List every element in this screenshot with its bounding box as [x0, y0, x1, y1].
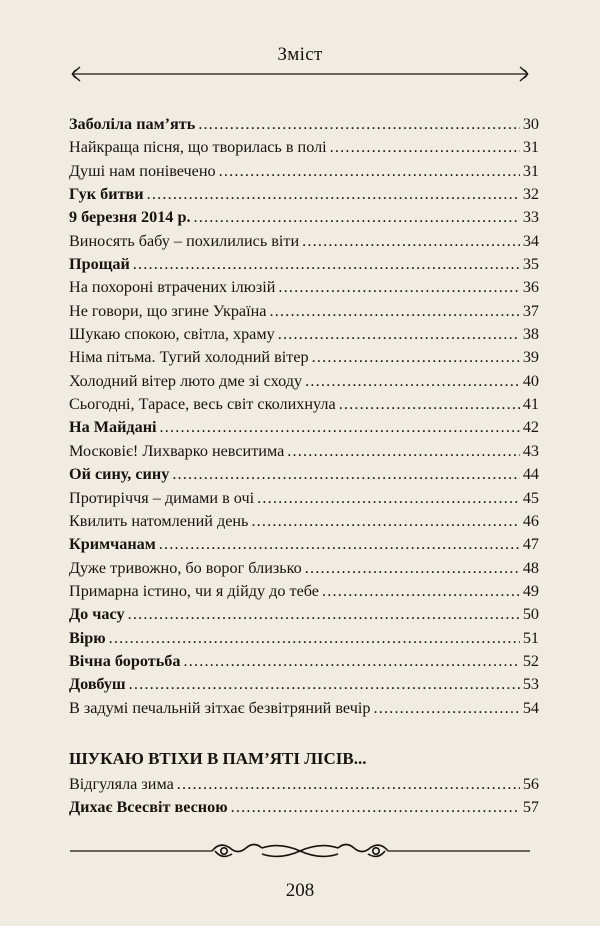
dot-leader — [278, 278, 519, 297]
dot-leader — [322, 582, 520, 601]
toc-entry-title: Квилить натомлений день — [69, 511, 249, 530]
toc-entry-title: Кримчанам — [69, 535, 156, 554]
toc-entry-title: Прощай — [69, 255, 130, 274]
toc-entry — [69, 115, 539, 138]
toc-entry-page: 33 — [522, 208, 539, 227]
toc-entry — [69, 278, 539, 301]
toc-entry-title: Холодний вітер люто дме зі сходу — [69, 371, 303, 390]
toc-entry-title: Дуже тривожно, бо ворог близько — [69, 558, 302, 577]
toc-entry-title: Відгуляла зима — [69, 775, 174, 793]
dot-leader — [257, 489, 520, 508]
toc-entry-page: 50 — [522, 605, 539, 624]
dot-leader — [194, 208, 520, 227]
dot-leader — [147, 185, 520, 204]
toc-entry — [69, 395, 539, 418]
toc-entry-page: 35 — [522, 255, 539, 274]
toc-entry — [69, 512, 539, 535]
page-number: 208 — [285, 880, 315, 901]
toc-entry-title: На похороні втрачених ілюзій — [69, 278, 276, 297]
toc-entry-page: 51 — [522, 628, 539, 647]
toc-entry-title: Вічна боротьба — [69, 651, 181, 670]
toc-entry-page: 42 — [522, 418, 539, 437]
toc-entry-page: 49 — [522, 581, 539, 600]
toc-entry — [69, 162, 539, 185]
toc-entry — [69, 255, 539, 278]
dot-leader — [183, 652, 519, 671]
toc-entry-title: До часу — [69, 605, 125, 624]
toc-entry-page: 56 — [522, 775, 539, 793]
dot-leader — [330, 138, 520, 157]
dot-leader — [269, 302, 519, 321]
toc-entry-title: 9 березня 2014 р. — [69, 208, 191, 227]
toc-entry-page: 45 — [522, 488, 539, 507]
page-header-title: Зміст — [277, 44, 323, 65]
toc-entry — [69, 325, 539, 348]
dot-leader — [159, 535, 520, 554]
toc-entry-title: Німа пітьма. Тугий холодний вітер — [69, 348, 309, 367]
toc-entry — [69, 675, 539, 698]
table-of-contents — [69, 115, 539, 722]
dot-leader — [305, 559, 520, 578]
toc-entry — [69, 605, 539, 628]
dot-leader — [160, 418, 520, 437]
toc-entry-page: 57 — [522, 798, 539, 817]
dot-leader — [128, 605, 520, 624]
toc-entry-page: 48 — [522, 558, 539, 577]
toc-entry-page: 37 — [522, 301, 539, 320]
toc-entry-title: Дихає Всесвіт весною — [69, 798, 228, 817]
toc-entry — [69, 208, 539, 231]
toc-entry-page: 43 — [522, 441, 539, 460]
toc-entry — [69, 185, 539, 208]
toc-entry-page: 36 — [522, 278, 539, 297]
dot-leader — [373, 699, 519, 718]
dot-leader — [109, 629, 520, 648]
toc-entry — [69, 535, 539, 558]
dot-leader — [133, 255, 520, 274]
dot-leader — [177, 775, 520, 794]
toc-entry — [69, 232, 539, 255]
toc-entry-title: Виносять бабу – похилились віти — [69, 231, 300, 250]
toc-entry-title: Довбуш — [69, 675, 126, 694]
toc-entry-page: 34 — [522, 231, 539, 250]
toc-entry-title: В задумі печальній зітхає безвітряний вечір — [69, 698, 371, 717]
dot-leader — [251, 512, 519, 531]
toc-entry — [69, 699, 539, 722]
toc-entry-page: 31 — [522, 138, 539, 157]
toc-entry — [69, 465, 539, 488]
dot-leader — [287, 442, 520, 461]
toc-entry-title: Московіє! Лихварко невситима — [69, 441, 285, 460]
toc-entry — [69, 652, 539, 675]
toc-entry — [69, 798, 539, 821]
toc-entry-title: Шукаю спокою, світла, храму — [69, 325, 275, 344]
toc-entry — [69, 582, 539, 605]
dot-leader — [339, 395, 520, 414]
toc-entry-page: 44 — [522, 465, 539, 484]
toc-entry-title: Сьогодні, Тарасе, весь світ сколихнула — [69, 395, 336, 414]
footer-ornament-rule — [0, 836, 600, 866]
dot-leader — [231, 798, 520, 817]
toc-entry-page: 32 — [522, 185, 539, 204]
dot-leader — [312, 348, 520, 367]
section-table-of-contents — [69, 775, 539, 822]
toc-entry-title: Не говори, що згине Україна — [69, 301, 267, 320]
dot-leader — [278, 325, 520, 344]
toc-entry-title: Вірю — [69, 628, 106, 647]
toc-entry-title: На Майдані — [69, 418, 157, 437]
toc-entry — [69, 138, 539, 161]
toc-entry — [69, 348, 539, 371]
dot-leader — [172, 465, 520, 484]
dot-leader — [302, 232, 520, 251]
toc-entry-page: 38 — [522, 325, 539, 344]
toc-entry-title: Примарна істино, чи я дійду до тебе — [69, 581, 319, 600]
section-heading: ШУКАЮ ВТІХИ В ПАМ’ЯТІ ЛІСІВ... — [69, 749, 367, 768]
toc-entry-page: 40 — [522, 371, 539, 390]
toc-entry-title: Найкраща пісня, що творилась в полі — [69, 138, 327, 157]
toc-entry — [69, 372, 539, 395]
toc-entry-title: Протиріччя – димами в очі — [69, 488, 255, 507]
toc-entry — [69, 489, 539, 512]
header-ornament-rule — [0, 62, 600, 86]
dot-leader — [219, 162, 520, 181]
toc-entry-page: 54 — [522, 698, 539, 717]
toc-entry-page: 31 — [522, 161, 539, 180]
toc-entry-page: 39 — [522, 348, 539, 367]
toc-entry — [69, 302, 539, 325]
toc-entry-page: 46 — [522, 511, 539, 530]
toc-entry-page: 41 — [522, 395, 539, 414]
toc-entry-page: 53 — [522, 675, 539, 694]
toc-entry-title: Гук битви — [69, 185, 144, 204]
toc-entry — [69, 629, 539, 652]
dot-leader — [198, 115, 520, 134]
toc-entry — [69, 559, 539, 582]
toc-entry — [69, 442, 539, 465]
dot-leader — [129, 675, 520, 694]
toc-entry-page: 47 — [522, 535, 539, 554]
toc-entry-title: Душі нам понівечено — [69, 161, 216, 180]
toc-entry-title: Ой сину, сину — [69, 465, 170, 484]
toc-entry-page: 30 — [522, 115, 539, 133]
toc-entry — [69, 418, 539, 441]
dot-leader — [305, 372, 520, 391]
toc-entry-page: 52 — [522, 651, 539, 670]
toc-entry — [69, 775, 539, 798]
toc-entry-title: Заболіла пам’ять — [69, 115, 196, 133]
